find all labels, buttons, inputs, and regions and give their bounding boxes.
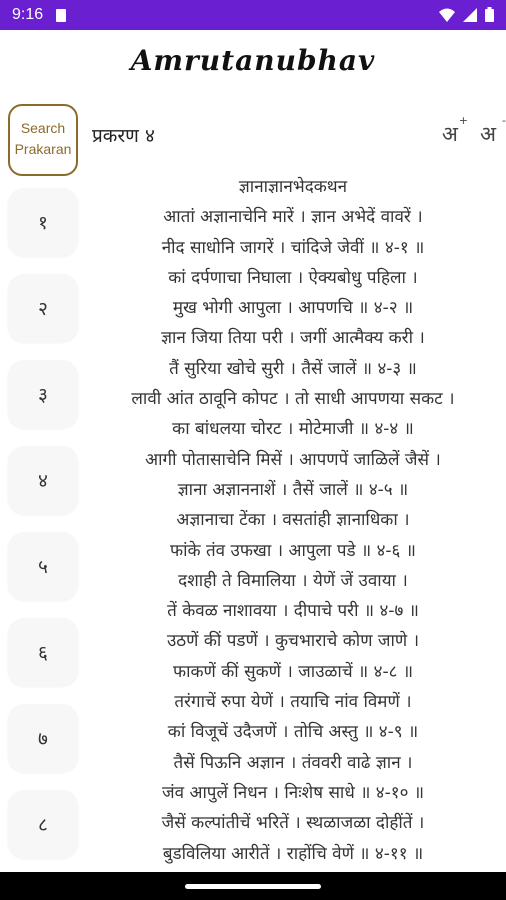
verse-line: लावी आंत ठावूनि कोपट । तो साधी आपणया सकट । [131, 389, 455, 410]
verse-line: कां विजूचें उदैजणें । तोचि अस्तु ॥ ४-९ ॥ [167, 722, 419, 743]
verse-line: का बांधलया चोरट । मोटेमाजी ॥ ४-४ ॥ [172, 419, 414, 440]
sidebar-item-chapter-7[interactable]: ७ [8, 704, 78, 772]
verse-line: ज्ञाना अज्ञाननाशें । तैसें जालें ॥ ४-५ ॥ [177, 479, 409, 500]
sidebar-item-chapter-6[interactable]: ६ [8, 618, 78, 686]
sidebar-item-chapter-2[interactable]: २ [8, 274, 78, 342]
verse-heading: ज्ञानाज्ञानभेदकथन [238, 177, 348, 197]
increase-font-button[interactable] [441, 114, 468, 148]
verse-line: कां दर्पणाचा निघाला । ऐक्यबोधु पहिला । [168, 267, 418, 288]
verse-line: मुख भोगी आपुला । आपणचि ॥ ४-२ ॥ [172, 298, 414, 319]
verse-line: जैसें कल्पांतीचें भरितें । स्थळाजळा दोहींतें । [161, 813, 425, 834]
verse-text-area[interactable] [80, 172, 506, 872]
verse-line: नीद साधोनि जागरें । चांदिजे जेवीं ॥ ४-१ ॥ [161, 237, 425, 258]
verse-line: आतां अज्ञानाचेनि मारें । ज्ञान अभेदें वावरें । [163, 207, 423, 228]
verse-line: तैं सुरिया खोचे सुरी । तैसें जालें ॥ ४-३ ॥ [169, 358, 417, 379]
sidebar-item-chapter-5[interactable]: ५ [8, 532, 78, 600]
verse-line: अज्ञानाचा टेंका । वसतांही ज्ञानाधिका । [176, 510, 410, 531]
status-icons [439, 7, 494, 22]
sd-card-icon [56, 9, 66, 22]
verse-line: तरंगाचें रुपा येणें । तयाचि नांव विमणें । [174, 692, 412, 713]
verse-line: तें केवळ नाशावया । दीपाचे परी ॥ ४-७ ॥ [167, 601, 419, 622]
sidebar-item-chapter-8[interactable]: ८ [8, 790, 78, 858]
verse-line: बुडविलिया आरीतें । राहोंचि वेणें ॥ ४-११ ॥ [162, 843, 424, 864]
wifi-icon [439, 8, 455, 22]
decrease-font-button[interactable] [479, 114, 506, 148]
search-prakaran-button[interactable] [8, 104, 78, 176]
verse-line: दशाही ते विमालिया । येणें जें उवाया । [178, 570, 408, 591]
verse-line: उठणें कीं पडणें । कुचभाराचे कोण जाणे । [166, 631, 420, 652]
verse-line: तैसें पिऊनि अज्ञान । तंववरी वाढे ज्ञान । [173, 752, 413, 773]
home-gesture-handle[interactable] [185, 884, 321, 889]
sidebar-item-chapter-4[interactable]: ४ [8, 446, 78, 514]
font-size-controls [441, 114, 506, 148]
plus-mark: + [458, 114, 468, 127]
verse-line: फाकणें कीं सुकणें । जाउळाचें ॥ ४-८ ॥ [172, 661, 414, 682]
verse-line: ज्ञान जिया तिया परी । जगीं आत्मैक्य करी । [161, 328, 425, 349]
decrease-font-glyph: अ [479, 122, 496, 146]
status-bar [0, 0, 506, 30]
minus-mark: - [502, 114, 506, 127]
verse-line: फांके तंव उफखा । आपुला पडे ॥ ४-६ ॥ [169, 540, 416, 561]
search-label-line1: Search [20, 120, 66, 136]
verse-line: आगी पोतासाचेनि मिसें । आपणपें जाळिलें जैसें । [145, 449, 441, 470]
app-title: Amrutanubhav [130, 44, 376, 77]
search-label-line2: Prakaran [14, 141, 72, 157]
increase-font-glyph: अ [441, 122, 458, 146]
sidebar-item-chapter-1[interactable]: १ [8, 188, 78, 256]
verse-line: जंव आपुलें निधन । निःशेष साधे ॥ ४-१० ॥ [161, 782, 425, 803]
status-time: 9:16 [12, 6, 44, 23]
battery-icon [485, 7, 494, 22]
signal-icon [463, 8, 477, 22]
chapter-label: प्रकरण ४ [92, 125, 155, 147]
navigation-bar [0, 872, 506, 900]
sidebar-item-chapter-3[interactable]: ३ [8, 360, 78, 428]
